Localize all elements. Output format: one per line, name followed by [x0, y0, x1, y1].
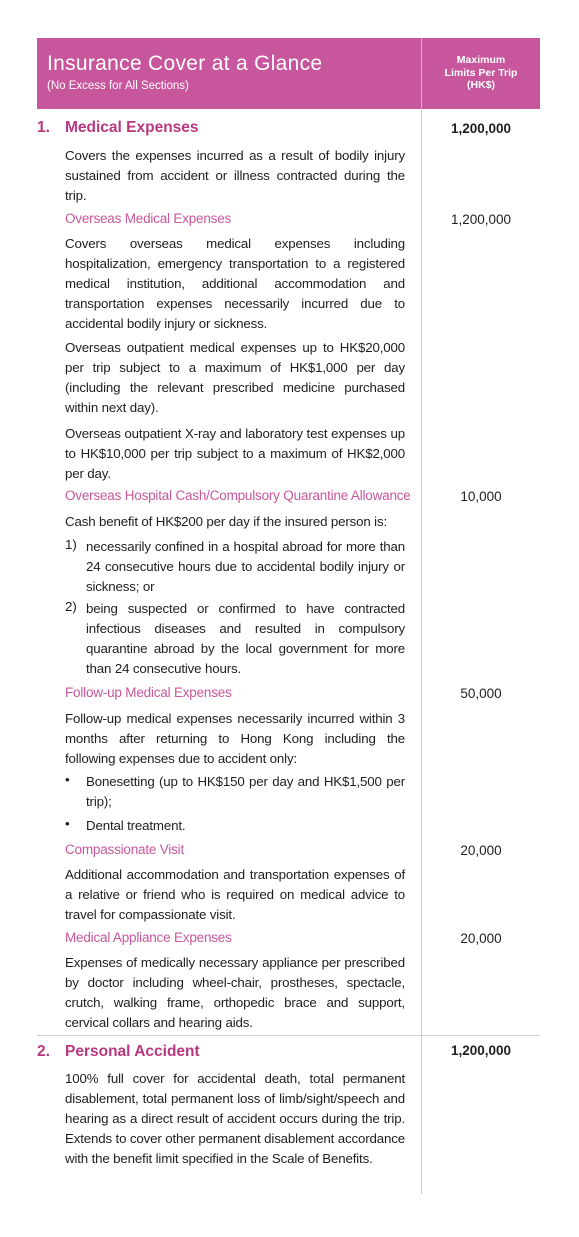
section-2-title: Personal Accident	[65, 1043, 200, 1060]
hospital-cash-item-2-marker: 2)	[65, 599, 77, 614]
hospital-cash-intro: Cash benefit of HK$200 per day if the insured person is:	[65, 514, 388, 529]
limits-header-line-2: Limits Per Trip	[444, 66, 518, 79]
overseas-medical-paragraph-1: Covers overseas medical expenses including hospitalization, emergency transportation to a registered medical institution, additional accommodation and transportation expenses necessarily incurred due to accidental bodily injury or sickness.	[65, 236, 405, 331]
limits-header-line-1: Maximum	[456, 54, 506, 66]
section-1-description: Covers the expenses incurred as a result of bodily injury sustained from accident or illness contracted during the trip.	[65, 148, 405, 203]
section-2-description: 100% full cover for accidental death, total permanent disablement, total permanent loss of limb/sight/speech and hearing as a direct result of accident occurs during the trip. Extends to cover other permanent disablement accordance with the benefit limit specified in the Scale of Benefits.	[65, 1071, 405, 1166]
section-1-number: 1.	[37, 119, 50, 136]
medical-appliance-paragraph: Expenses of medically necessary appliance per prescribed by doctor including wheel-chair, prostheses, spectacle, crutch, walking frame, orthopedic brace and support, cervical collars and hearing aids.	[65, 955, 405, 1030]
table-header	[37, 38, 540, 109]
limit-hospital-cash: 10,000	[460, 489, 502, 504]
subheading-follow-up: Follow-up Medical Expenses	[65, 685, 232, 700]
subheading-overseas-medical: Overseas Medical Expenses	[65, 211, 232, 226]
follow-up-item-2: Dental treatment.	[86, 818, 186, 833]
follow-up-item-1-marker: •	[65, 772, 70, 787]
subheading-hospital-cash: Overseas Hospital Cash/Compulsory Quarantine Allowance	[65, 488, 411, 503]
page-subtitle: (No Excess for All Sections)	[47, 80, 189, 92]
section-1-title: Medical Expenses	[65, 119, 199, 136]
compassionate-visit-paragraph: Additional accommodation and transportation expenses of a relative or friend who is required on medical advice to travel for compassionate visit.	[65, 867, 405, 922]
limit-follow-up: 50,000	[460, 686, 502, 701]
overseas-medical-paragraph-3: Overseas outpatient X-ray and laboratory test expenses up to HK$10,000 per trip subject to a maximum of HK$2,000 per day.	[65, 426, 405, 481]
follow-up-intro: Follow-up medical expenses necessarily incurred within 3 months after returning to Hong Kong including the following expenses due to accident only:	[65, 711, 405, 766]
limits-column-header	[422, 54, 540, 92]
hospital-cash-item-1-marker: 1)	[65, 537, 77, 552]
hospital-cash-item-2: being suspected or confirmed to have contracted infectious diseases and resulted in compulsory quarantine abroad by the local government for more than 24 consecutive hours.	[86, 601, 405, 676]
page-title: Insurance Cover at a Glance	[47, 52, 323, 75]
section-2-number: 2.	[37, 1043, 50, 1060]
section-divider	[37, 1035, 540, 1036]
limits-header-line-3: (HK$)	[467, 79, 495, 91]
section-2-limit: 1,200,000	[450, 1043, 512, 1058]
hospital-cash-item-1: necessarily confined in a hospital abroad for more than 24 consecutive hours due to accidental bodily injury or sickness; or	[86, 539, 405, 594]
follow-up-item-1: Bonesetting (up to HK$150 per day and HK$1,500 per trip);	[86, 774, 405, 809]
section-1-limit: 1,200,000	[450, 121, 512, 136]
subheading-medical-appliance: Medical Appliance Expenses	[65, 930, 232, 945]
column-divider	[421, 109, 422, 1194]
limit-compassionate-visit: 20,000	[460, 843, 502, 858]
limit-medical-appliance: 20,000	[460, 931, 502, 946]
overseas-medical-paragraph-2: Overseas outpatient medical expenses up to HK$20,000 per trip subject to a maximum of HK$1,000 per day (including the relevant prescribed medicine purchased within next day).	[65, 340, 405, 415]
limit-overseas-medical: 1,200,000	[450, 212, 512, 227]
follow-up-item-2-marker: •	[65, 816, 70, 831]
subheading-compassionate-visit: Compassionate Visit	[65, 842, 185, 857]
